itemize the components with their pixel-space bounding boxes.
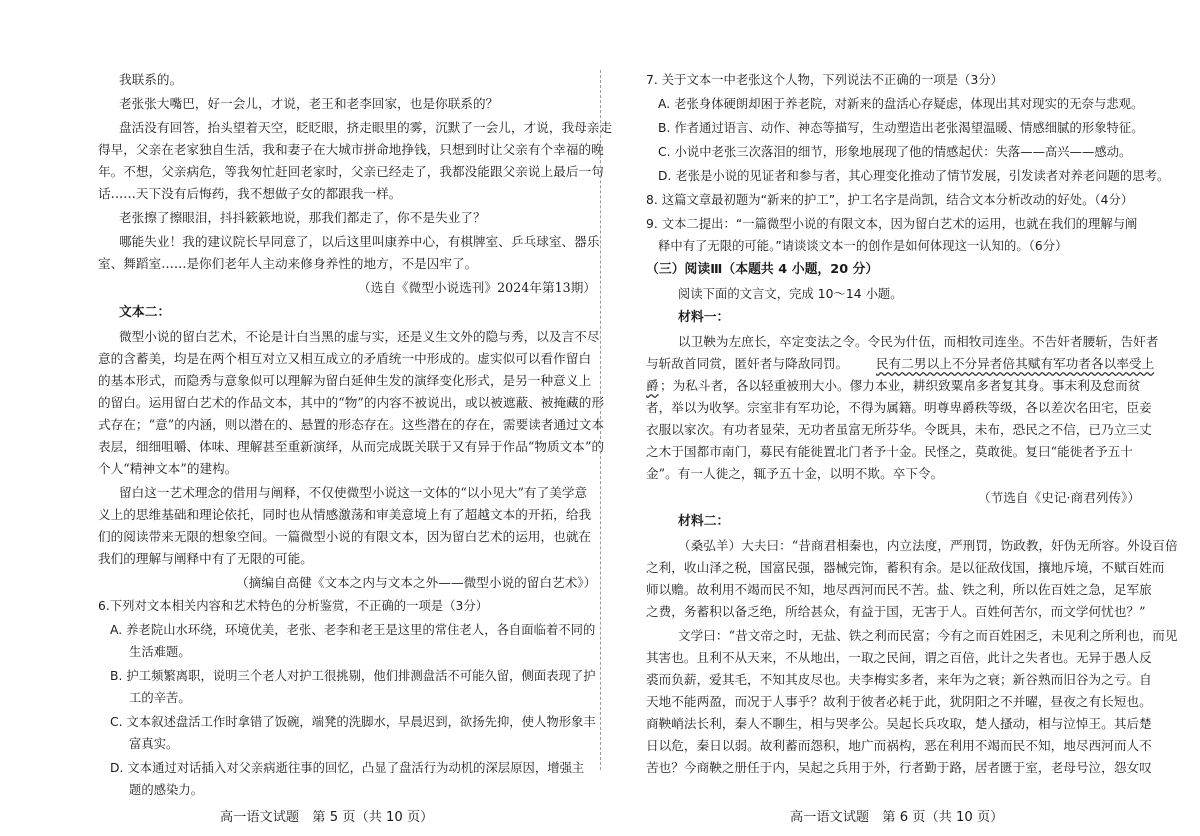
left-page-footer: 高一语文试题 第 5 页（共 10 页）	[220, 810, 434, 825]
left-text-line: 微型小说的留白艺术，不论是计白当黑的虚与实，还是义生文外的隐与秀，以及言不尽	[119, 329, 600, 344]
right-text-line: 7. 关于文本一中老张这个人物，下列说法不正确的一项是（3分）	[646, 73, 1004, 87]
left-text-line: D. 文本通过对话插入对父亲病逝往事的回忆，凸显了盘活行为动机的深层原因，增强主	[110, 761, 585, 775]
left-text-line: 室、舞蹈室……是你们老年人主动来修身养性的地方，不是囚牢了。	[98, 256, 478, 271]
left-text-line: 老张张大嘴巴，好一会儿，才说，老王和老李回家，也是你联系的？	[119, 96, 499, 111]
right-text-line: 裘而负薪，爱其毛，不知其皮尽也。夫李梅实多者，来年为之衰；新谷熟而旧谷为之亏。自	[646, 672, 1152, 687]
right-text-line: 以卫鞅为左庶长，卒定变法之令。令民为什伍，而相牧司连坐。不告奸者腰斩，告奸者	[678, 334, 1159, 349]
right-text-line: D. 老张是小说的见证者和参与者，其心理变化推动了情节发展，引发读者对养老问题的思考。	[658, 169, 1170, 183]
right-text-line: 与斩敌首同赏，匿奸者与降敌同罚。	[646, 356, 849, 371]
right-text-line: 材料一：	[678, 310, 730, 325]
left-text-line: 的留白。运用留白艺术的作品文本，其中的“物”的内容不被说出，或以被遮蔽、被掩藏的形	[98, 395, 605, 410]
right-text-line: B. 作者通过语言、动作、神态等描写，生动塑造出老张渴望温暖、情感细腻的形象特征。	[658, 121, 1144, 135]
right-text-line: A. 老张身体硬朗却困于养老院，对新来的盘活心存疑虑，体现出其对现实的无奈与悲观。	[658, 97, 1144, 111]
left-text-line: 6.下列对文本相关内容和艺术特色的分析鉴赏，不正确的一项是（3分）	[98, 599, 489, 613]
left-text-line: 文本二：	[119, 305, 171, 320]
right-text-line: 文学曰：“昔文帝之时，无盐、铁之利而民富；今有之而百姓困乏，未见利之所利也，而见	[678, 628, 1178, 643]
left-text-line: 的基本形式，而隐秀与意象似可以理解为留白延伸生发的演绎变化形式，是另一种意义上	[98, 373, 592, 388]
left-text-line: 义上的思维基础和理论依托，同时也从情感激荡和审美意境上有了超越文本的开拓，给我	[98, 507, 592, 522]
left-text-line: 表层，细细咀嚼、体味、理解甚至重新演绎，从而完成既关联于又有异于作品“物质文本”的	[98, 439, 605, 454]
left-text-line: 富真实。	[129, 737, 179, 751]
left-text-line: 年。不想，父亲病危，等我匆忙赶回老家时，父亲已经走了，我都没能跟父亲说上最后一句	[98, 164, 604, 179]
right-text-line: C. 小说中老张三次落泪的细节，形象地展现了他的情感起伏：失落——高兴——感动。	[658, 145, 1132, 159]
right-text-line: 商鞅峭法长利，秦人不聊生，相与哭孝公。吴起长兵攻取，楚人搔动，相与泣悼王。其后楚	[646, 716, 1152, 731]
right-text-line: 材料二：	[678, 514, 730, 529]
right-text-line: 之费，务蓄积以备乏绝，所给甚众，有益于国，无害于人。百姓何苦尔，而文学何忧也？”	[646, 604, 1146, 619]
left-text-line: A. 养老院山水环绕，环境优美，老张、老李和老王是这里的常住老人，各自面临着不同的	[110, 623, 596, 637]
left-text-line: 老张擦了擦眼泪，抖抖簌簌地说，那我们都走了，你不是失业了？	[119, 210, 486, 225]
left-text-line: C. 文本叙述盘活工作时拿错了饭碗，端凳的洗脚水，早晨迟到，欲扬先抑，使人物形象丰	[110, 715, 596, 729]
right-text-line: 阅读下面的文言文，完成 10～14 小题。	[678, 287, 903, 301]
right-text-line: ；为私斗者，各以轻重被刑大小。僇力本业，耕织致粟帛多者复其身。事末利及怠而贫	[660, 378, 1141, 393]
right-text-line: 之木于国都市南门，募民有能徙置北门者予十金。民怪之，莫敢徙。复曰“能徙者予五十	[646, 444, 1133, 459]
right-text-line: 爵	[646, 378, 659, 393]
right-text-line: 天地不能两盈，而况于人事乎？故利于彼者必耗于此，犹阴阳之不并曜，昼夜之有长短也。	[646, 694, 1152, 709]
right-text-line: 之利，收山泽之税，国富民强，器械完饰，蓄积有余。是以征敌伐国，攘地斥境，不赋百姓而	[646, 560, 1165, 575]
right-text-line: 日以危，秦日以弱。故利蓄而怨积，地广而祸构，恶在利用不竭而民不知，地尽西河而人不	[646, 738, 1152, 753]
right-text-line: 8. 这篇文章最初题为“新来的护工”，护工名字是尚凯，结合文本分析改动的好处。（4分）	[646, 193, 1134, 207]
left-text-line: 题的感染力。	[129, 783, 204, 797]
right-page	[600, 0, 1200, 836]
right-text-line: 民有二男以上不分异者倍其赋有军功者各以率受上	[876, 356, 1155, 371]
left-text-line: 工的辛苦。	[129, 691, 191, 705]
right-text-line: （三）阅读Ⅲ（本题共 4 小题，20 分）	[646, 262, 879, 277]
left-text-line: 式存在；“意”的内涵，则以潜在的、悬置的形态存在。这些潜在的存在，需要读者通过文本	[98, 417, 605, 432]
right-text-line: 其害也。且利不从天来，不从地出，一取之民间，谓之百倍，此计之失者也。无异于愚人反	[646, 650, 1152, 665]
right-text-line: 9. 文本二提出：“一篇微型小说的有限文本，因为留白艺术的运用，也就在我们的理解与阐	[646, 217, 1138, 231]
left-text-line: B. 护工频繁离职，说明三个老人对护工很挑剔，他们排测盘活不可能久留，侧面表现了护	[110, 669, 596, 683]
left-text-line: 我联系的。	[119, 72, 183, 87]
right-text-line: 者，举以为收孥。宗室非有军功论，不得为属籍。明尊卑爵秩等级，各以差次名田宅，臣妾	[646, 400, 1152, 415]
left-text-line: 盘活没有回答，抬头望着天空，眨眨眼，挤走眼里的雾，沉默了一会儿，才说，我母亲走	[119, 120, 613, 135]
right-text-line: 苦也？今商鞅之册任于内，吴起之兵用于外，行者勤于路，居者匮于室，老母号泣，怨女叹	[646, 760, 1152, 775]
left-text-line: 个人“精神文本”的建构。	[98, 461, 238, 476]
right-text-line: 释中有了无限的可能。”请谈谈文本一的创作是如何体现这一认知的。（6分）	[658, 239, 1068, 253]
left-text-line: 得早，父亲在老家独自生活，我和妻子在大城市拼命地挣钱，只想到时让父亲有个幸福的晚	[98, 142, 604, 157]
left-text-line: 话……天下没有后悔药，我不想做子女的都跟我一样。	[98, 186, 402, 201]
right-text-line: 衣服以家次。有功者显荣，无功者虽富无所芬华。令既具，未布，恐民之不信，已乃立三丈	[646, 422, 1152, 437]
right-text-line: （节选自《史记·商君列传》）	[978, 490, 1141, 505]
left-text-line: 留白这一艺术理念的借用与阐释，不仅使微型小说这一文体的“以小见大”有了美学意	[119, 485, 588, 500]
left-text-line: 我们的理解与阐释中有了无限的可能。	[98, 551, 313, 566]
right-text-line: 金”。有一人徙之，辄予五十金，以明不欺。卒下令。	[646, 466, 944, 481]
left-text-line: 生活难题。	[129, 645, 191, 659]
right-text-line: （桑弘羊）大夫曰：“昔商君相秦也，内立法度，严刑罚，饬政教，奸伪无所容。外设百倍	[678, 538, 1178, 553]
left-text-line: 哪能失业！我的建议院长早同意了，以后这里叫康养中心，有棋牌室、乒乓球室、器乐	[119, 234, 600, 249]
left-text-line: （选自《微型小说选刊》2024年第13期）	[358, 280, 597, 295]
right-text-line: 师以赡。故利用不竭而民不知，地尽西河而民不苦。盐、铁之利，所以佐百姓之急，足军旅	[646, 582, 1152, 597]
right-page-footer: 高一语文试题 第 6 页（共 10 页）	[790, 810, 1004, 825]
left-text-line: 意的含蓄美，均是在两个相互对立又相互成立的矛盾统一中形成的。虚实似可以看作留白	[98, 351, 592, 366]
left-text-line: （摘编自高健《文本之内与文本之外——微型小说的留白艺术》）	[236, 575, 597, 590]
left-text-line: 们的阅读带来无限的想象空间。一篇微型小说的有限文本，因为留白艺术的运用，也就在	[98, 529, 592, 544]
